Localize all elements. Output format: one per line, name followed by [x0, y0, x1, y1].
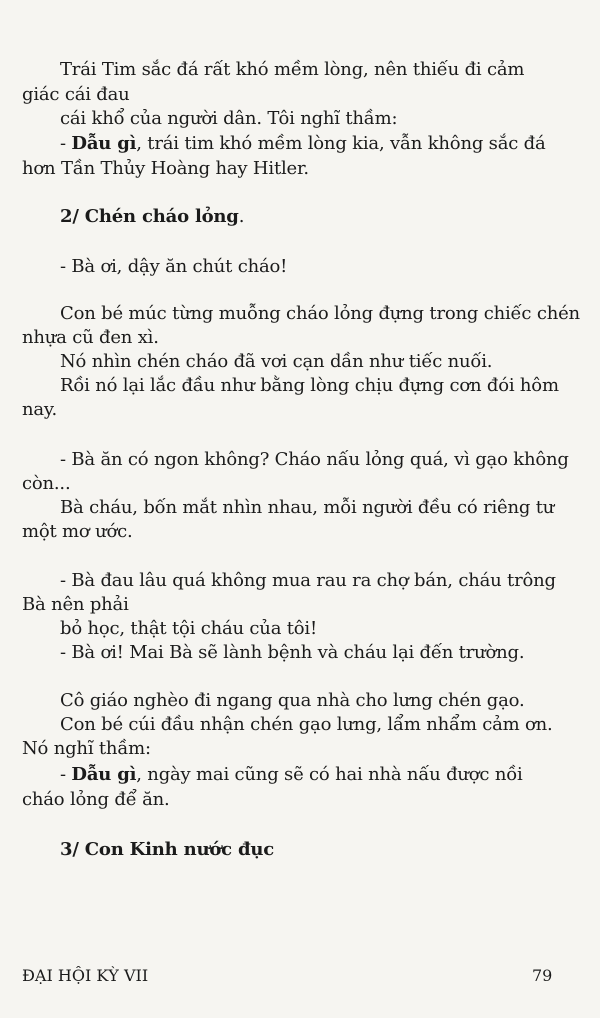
- text-line: - Bà đau lâu quá không mua rau ra chợ bán, cháu trông: [60, 570, 556, 591]
- text-line: [60, 764, 523, 786]
- text-line: - Bà ăn có ngon không? Cháo nấu lỏng quá, vì gạo không: [60, 449, 569, 470]
- text-line: Bà cháu, bốn mắt nhìn nhau, mỗi người đều có riêng tư: [60, 497, 555, 518]
- text-line: - Bà ơi, dậy ăn chút cháo!: [60, 256, 288, 277]
- text-line: Cô giáo nghèo đi ngang qua nhà cho lưng chén gạo.: [60, 690, 525, 711]
- text-line: Bà nên phải: [22, 594, 129, 615]
- text-line: Con bé múc từng muỗng cháo lỏng đựng trong chiếc chén: [60, 303, 580, 324]
- text-line: một mơ ước.: [22, 521, 133, 542]
- text-line: [60, 133, 546, 155]
- text-line: cái khổ của người dân. Tôi nghĩ thầm:: [60, 108, 398, 129]
- dash: -: [60, 764, 72, 785]
- text-line: Con bé cúi đầu nhận chén gạo lưng, lẩm nhẩm cảm ơn.: [60, 714, 553, 735]
- emphasis-text: Dẫu gì: [71, 764, 137, 785]
- page-number: 79: [532, 966, 553, 985]
- text-line: còn...: [22, 473, 71, 494]
- text-line: bỏ học, thật tội cháu của tôi!: [60, 618, 318, 639]
- text-line: Nó nhìn chén cháo đã vơi cạn dần như tiếc nuối.: [60, 351, 493, 372]
- dash: -: [60, 133, 72, 154]
- emphasis-text: Dẫu gì: [71, 133, 137, 154]
- heading-period: .: [238, 206, 245, 227]
- text-line: nhựa cũ đen xì.: [22, 327, 159, 348]
- text-line: Trái Tim sắc đá rất khó mềm lòng, nên thiếu đi cảm: [60, 59, 525, 80]
- text-span: , ngày mai cũng sẽ có hai nhà nấu được nồi: [136, 764, 523, 785]
- heading-text: 2/ Chén cháo lỏng: [60, 206, 239, 227]
- text-line: - Bà ơi! Mai Bà sẽ lành bệnh và cháu lại đến trường.: [60, 642, 525, 663]
- text-line: cháo lỏng để ăn.: [22, 789, 170, 810]
- text-line: Nó nghĩ thầm:: [22, 738, 151, 759]
- text-line: giác cái đau: [22, 84, 130, 105]
- text-line: hơn Tần Thủy Hoàng hay Hitler.: [22, 158, 309, 179]
- section-heading: 3/ Con Kinh nước đục: [60, 839, 275, 860]
- text-line: nay.: [22, 399, 58, 420]
- text-span: , trái tim khó mềm lòng kia, vẫn không sắc đá: [136, 133, 546, 154]
- text-line: Rồi nó lại lắc đầu như bằng lòng chịu đựng cơn đói hôm: [60, 375, 559, 396]
- section-heading: [60, 206, 244, 228]
- footer-title: ĐẠI HỘI KỲ VII: [22, 966, 149, 985]
